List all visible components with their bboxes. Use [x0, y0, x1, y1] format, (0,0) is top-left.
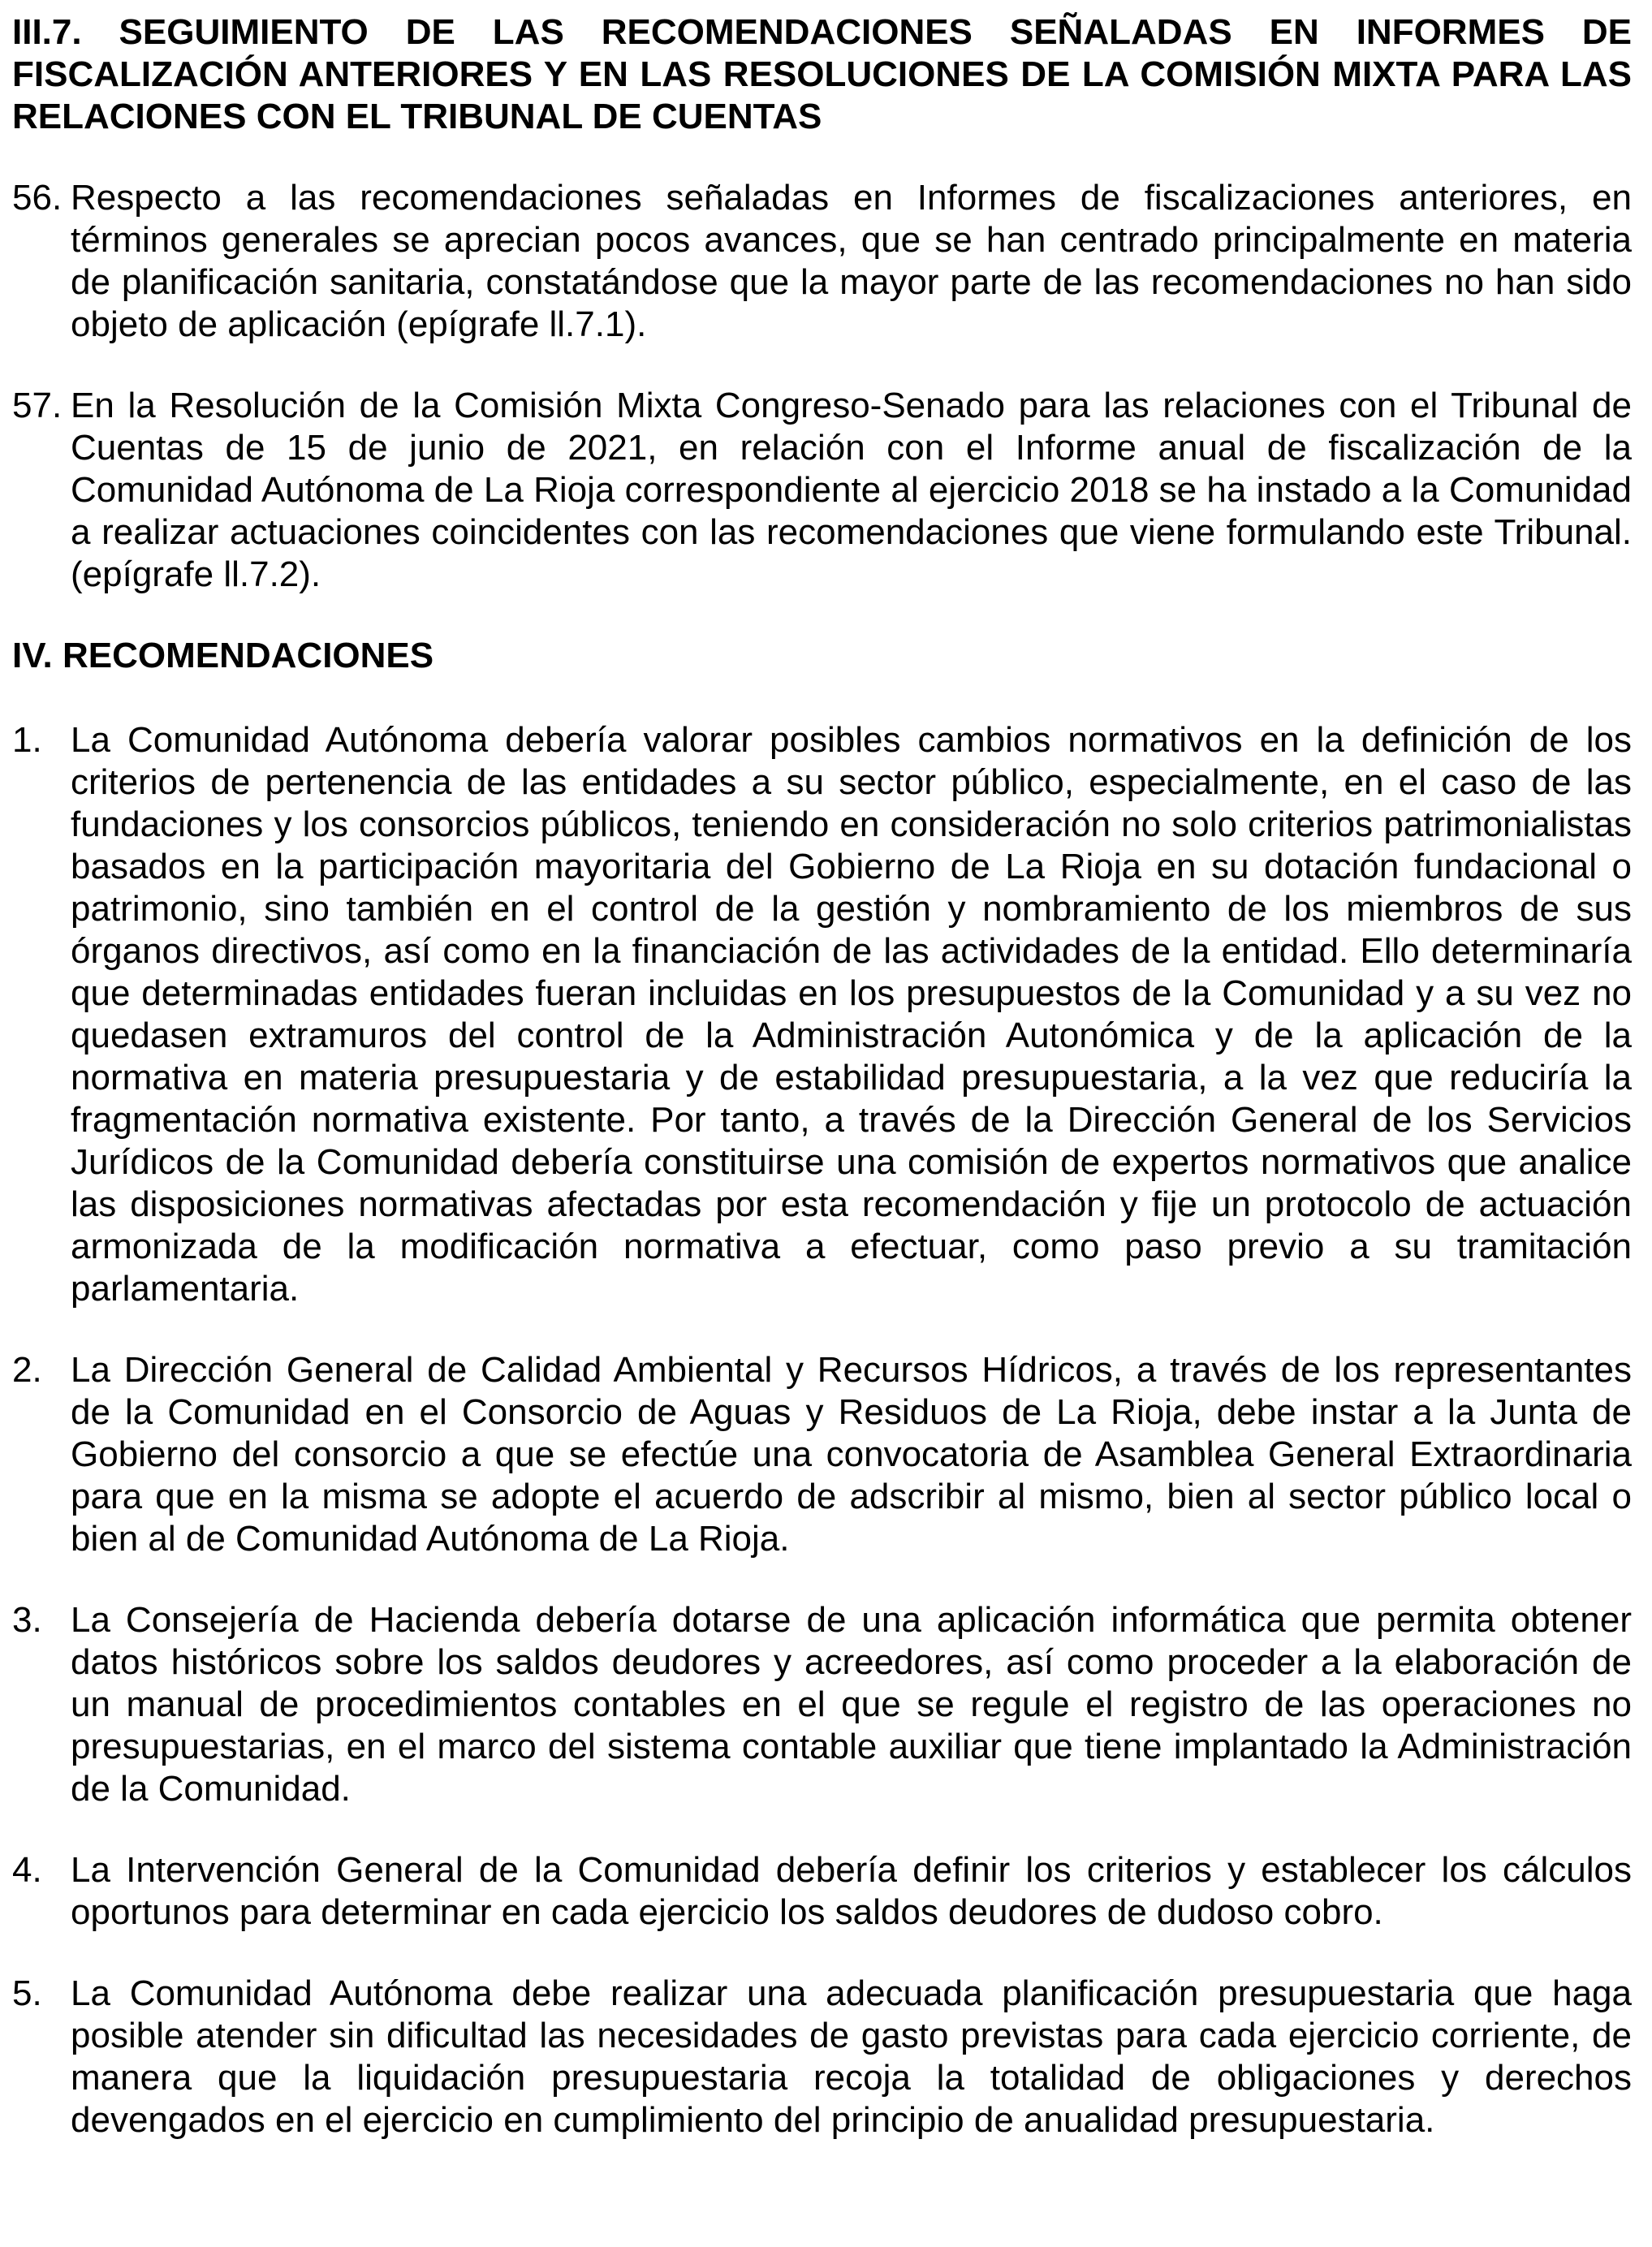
recommendation-text: La Comunidad Autónoma debería valorar posibles cambios normativos en la definición de los criterios de pertenencia de las entidades a su sector público, especialmente, en el caso de las fundaciones y los consorcios públicos, teniendo en consideración no solo criterios patrimonialistas basados en la participación mayoritaria del Gobierno de La Rioja en su dotación fundacional o patrimonio, sino también en el control de la gestión y nombramiento de los miembros de sus órganos directivos, así como en la financiación de las actividades de la entidad. Ello determinaría que determinadas entidades fueran incluidas en los presupuestos de la Comunidad y a su vez no quedasen extramuros del control de la Administración Autonómica y de la aplicación de la normativa en materia presupuestaria y de estabilidad presupuestaria, a la vez que reduciría la fragmentación normativa existente. Por tanto, a través de la Dirección General de los Servicios Jurídicos de la Comunidad debería constituirse una comisión de expertos normativos que analice las disposiciones normativas afectadas por esta recomendación y fije un protocolo de actuación armonizada de la modificación normativa a efectuar, como paso previo a su tramitación parlamentaria. — [71, 720, 1632, 1309]
paragraph-text: Respecto a las recomendaciones señaladas en Informes de fiscalizaciones anteriores, en términos generales se aprecian pocos avances, que se han centrado principalmente en materia de planificación sanitaria, constatándose que la mayor parte de las recomendaciones no han sido objeto de aplicación (epígrafe ll.7.1). — [71, 178, 1632, 344]
section-iv-heading: IV. RECOMENDACIONES — [12, 636, 434, 675]
paragraph-number: 56. — [12, 178, 63, 218]
paragraph-text: En la Resolución de la Comisión Mixta Congreso-Senado para las relaciones con el Tribunal de Cuentas de 15 de junio de 2021, en relación con el Informe anual de fiscalización de la Comunidad Autónoma de La Rioja correspondiente al ejercicio 2018 se ha instado a la Comunidad a realizar actuaciones coincidentes con las recomendaciones que viene formulando este Tribunal. (epígrafe ll.7.2). — [71, 386, 1632, 594]
section-iii7-heading: III.7. SEGUIMIENTO DE LAS RECOMENDACIONES SEÑALADAS EN INFORMES DE FISCALIZACIÓN ANTERIORES Y EN LAS RESOLUCIONES DE LA COMISIÓN MIXTA PARA LAS RELACIONES CON EL TRIBUNAL DE CUENTAS — [12, 12, 1632, 136]
recommendation-text: La Consejería de Hacienda debería dotarse de una aplicación informática que permita obtener datos históricos sobre los saldos deudores y acreedores, así como proceder a la elaboración de un manual de procedimientos contables en el que se regule el registro de las operaciones no presupuestarias, en el marco del sistema contable auxiliar que tiene implantado la Administración de la Comunidad. — [71, 1600, 1632, 1809]
recommendation-3 — [12, 1599, 1632, 1810]
recommendation-number: 1. — [12, 720, 42, 760]
paragraph-56 — [12, 177, 1632, 346]
paragraph-number: 57. — [12, 386, 63, 425]
recommendation-number: 4. — [12, 1850, 42, 1890]
recommendation-text: La Intervención General de la Comunidad debería definir los criterios y establecer los cálculos oportunos para determinar en cada ejercicio los saldos deudores de dudoso cobro. — [71, 1850, 1632, 1932]
paragraph-57 — [12, 385, 1632, 596]
recommendation-4 — [12, 1849, 1632, 1934]
recommendation-number: 2. — [12, 1350, 42, 1390]
recommendation-number: 3. — [12, 1600, 42, 1640]
recommendation-text: La Comunidad Autónoma debe realizar una adecuada planificación presupuestaria que haga posible atender sin dificultad las necesidades de gasto previstas para cada ejercicio corriente, de manera que la liquidación presupuestaria recoja la totalidad de obligaciones y derechos devengados en el ejercicio en cumplimiento del principio de anualidad presupuestaria. — [71, 1973, 1632, 2140]
recommendation-text: La Dirección General de Calidad Ambiental y Recursos Hídricos, a través de los representantes de la Comunidad en el Consorcio de Aguas y Residuos de La Rioja, debe instar a la Junta de Gobierno del consorcio a que se efectúe una convocatoria de Asamblea General Extraordinaria para que en la misma se adopte el acuerdo de adscribir al mismo, bien al sector público local o bien al de Comunidad Autónoma de La Rioja. — [71, 1350, 1632, 1559]
recommendation-1 — [12, 719, 1632, 1310]
document-page — [12, 0, 1632, 2141]
recommendation-number: 5. — [12, 1973, 42, 2013]
recommendation-5 — [12, 1973, 1632, 2141]
recommendation-2 — [12, 1349, 1632, 1560]
